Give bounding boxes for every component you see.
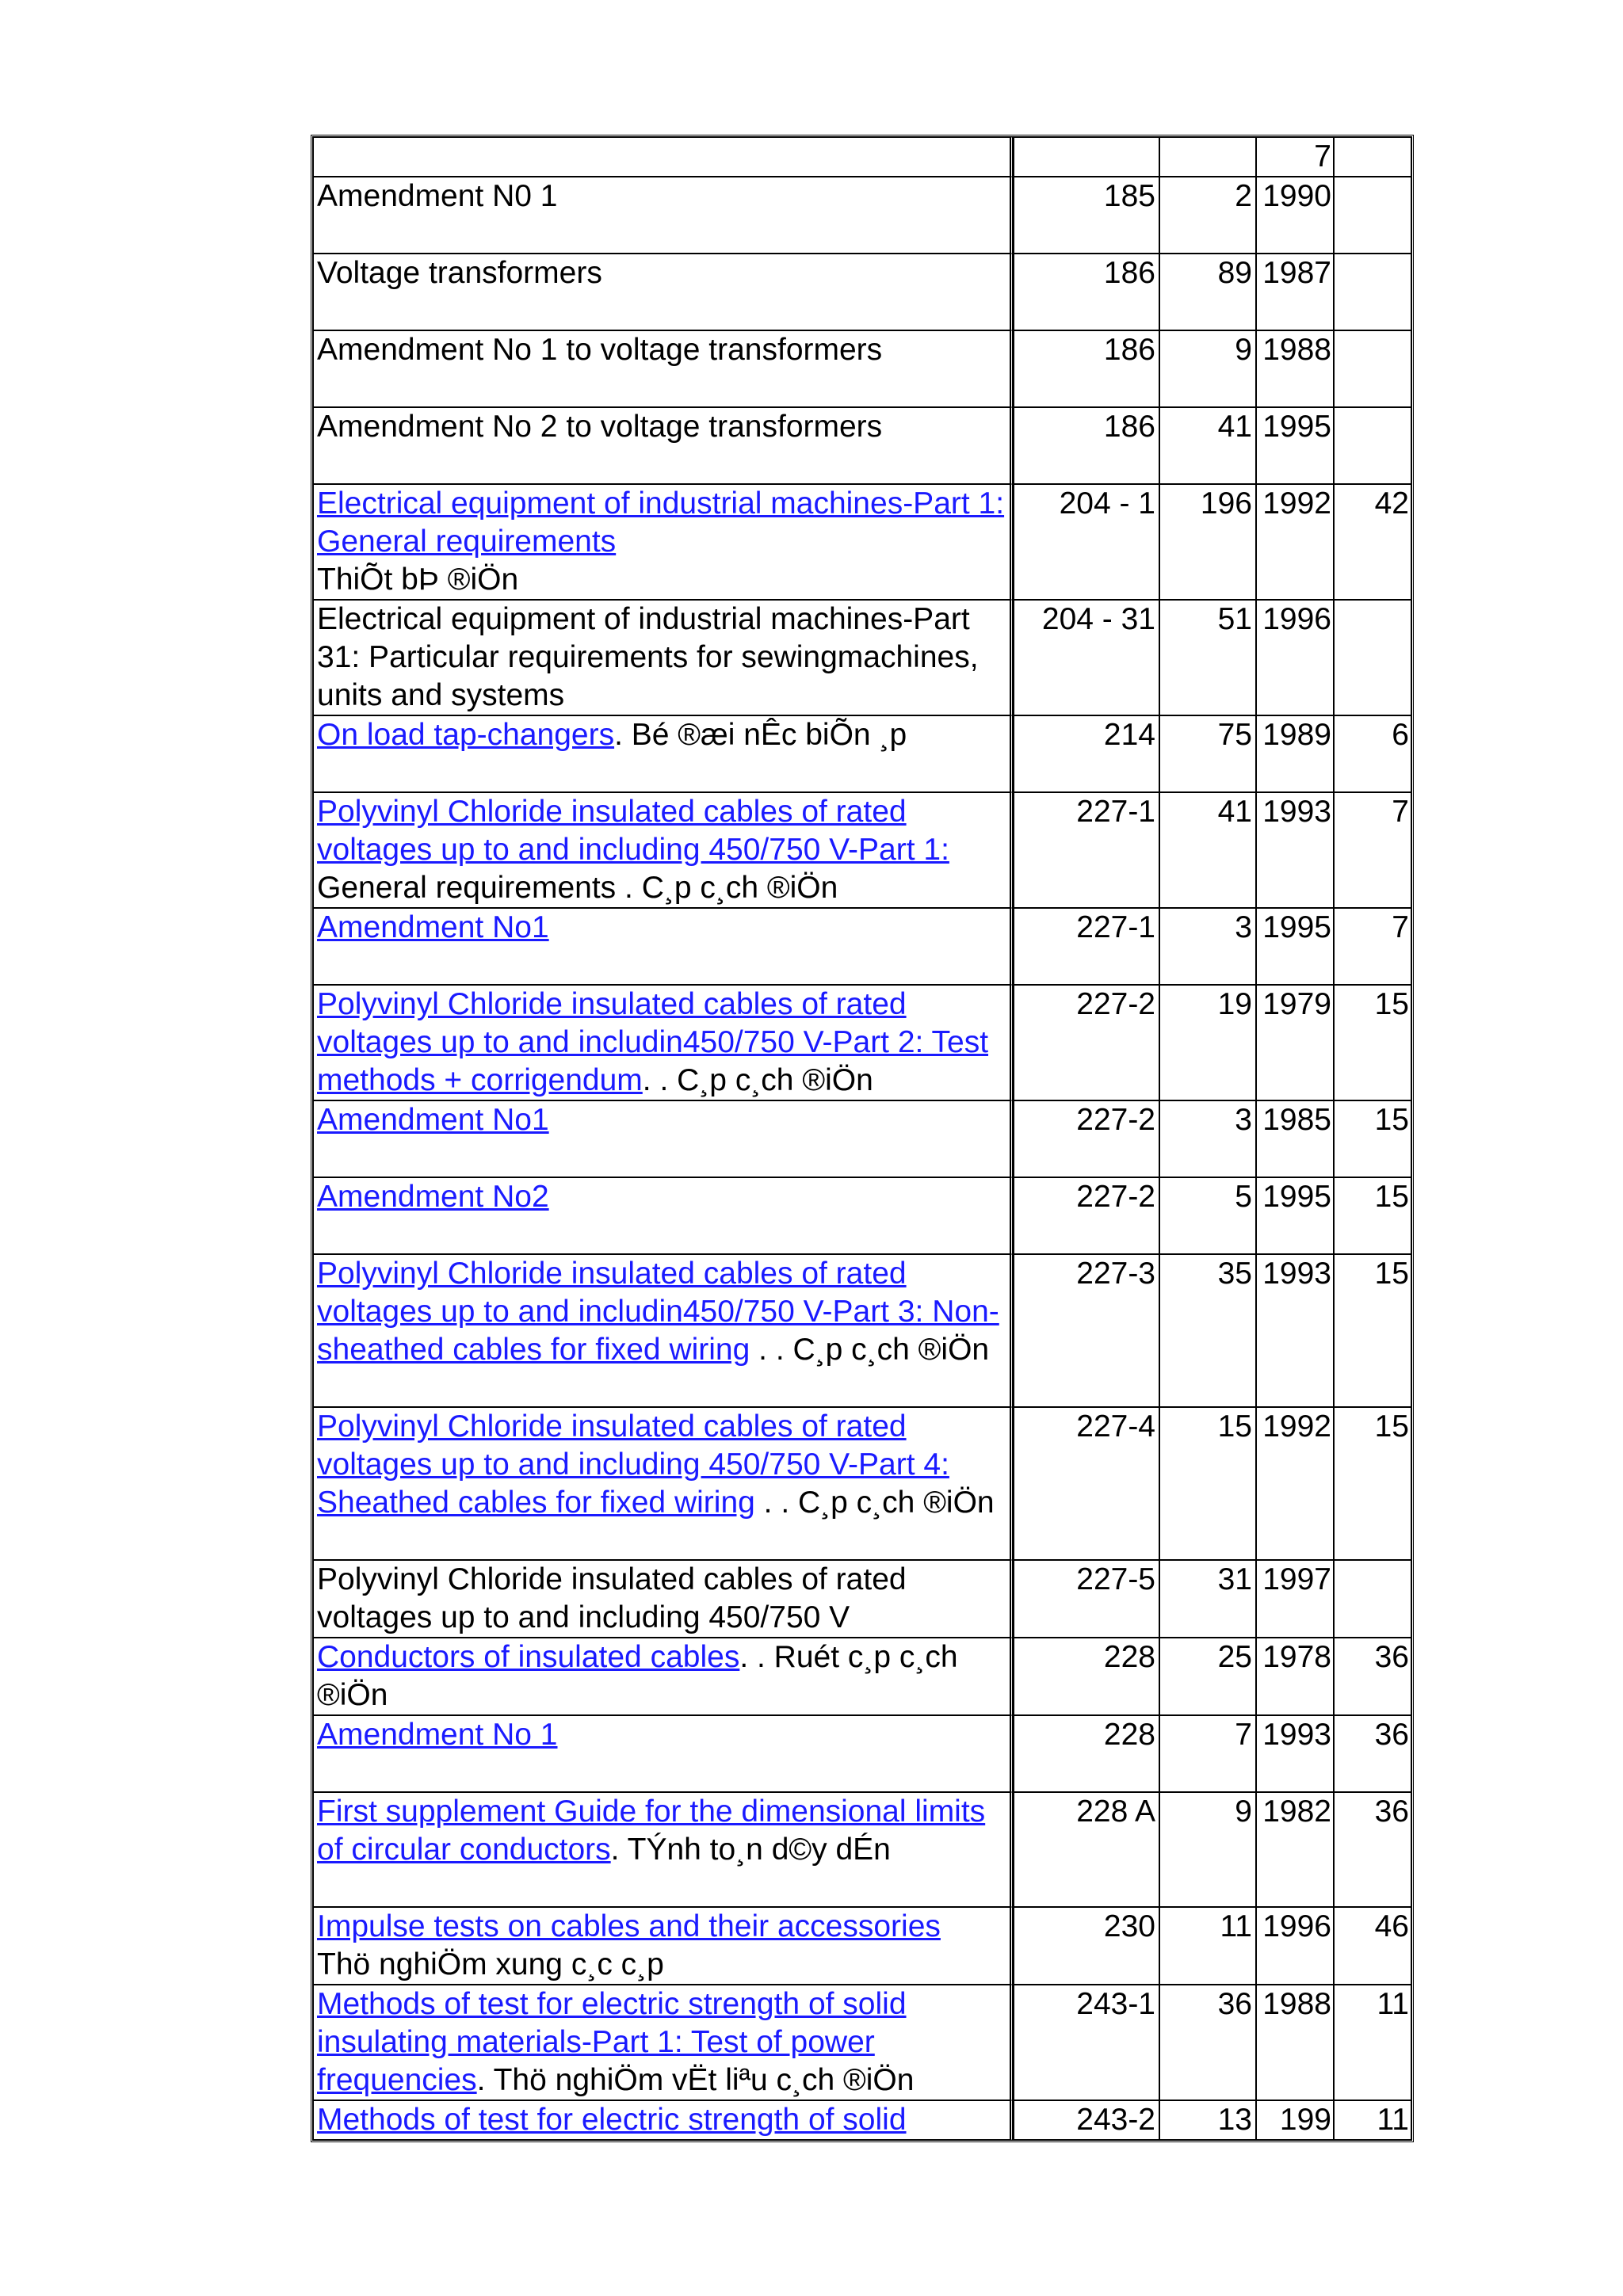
standard-number-cell: 227-2 [1014, 1177, 1159, 1254]
year-cell: 1989 [1256, 715, 1334, 792]
title-text: . Bé ®æi nÊc biÕn ¸p [614, 718, 907, 752]
standard-number-cell: 227-1 [1014, 908, 1159, 985]
pages-cell: 5 [1159, 1177, 1256, 1254]
standard-number-cell: 228 [1014, 1715, 1159, 1792]
standards-table-body [313, 137, 1411, 2140]
table-row [313, 792, 1411, 908]
table-row [313, 1177, 1411, 1254]
price-cell [1334, 1560, 1411, 1638]
pages-cell: 36 [1159, 1985, 1256, 2100]
year-cell: 1992 [1256, 1407, 1334, 1560]
pages-cell: 41 [1159, 407, 1256, 484]
year-cell: 1979 [1256, 985, 1334, 1100]
price-cell: 42 [1334, 484, 1411, 600]
table-row [313, 600, 1411, 715]
title-text: ThiÕt bÞ ®iÖn [317, 563, 519, 597]
standard-number-cell: 228 A [1014, 1792, 1159, 1907]
pages-cell: 3 [1159, 1100, 1256, 1177]
price-cell [1334, 177, 1411, 254]
price-cell: 11 [1334, 2100, 1411, 2140]
table-row [313, 254, 1411, 330]
price-cell [1334, 600, 1411, 715]
title-cell [313, 1177, 1014, 1254]
pages-cell: 75 [1159, 715, 1256, 792]
table-row [313, 1715, 1411, 1792]
standards-table [311, 135, 1414, 2142]
title-cell [313, 715, 1014, 792]
year-cell: 1996 [1256, 1907, 1334, 1985]
price-cell [1334, 137, 1411, 177]
title-cell [313, 330, 1014, 407]
price-cell: 15 [1334, 985, 1411, 1100]
table-row [313, 484, 1411, 600]
title-cell [313, 407, 1014, 484]
pages-cell: 196 [1159, 484, 1256, 600]
title-cell [313, 600, 1014, 715]
title-text: . . C¸p c¸ch ®iÖn [642, 1063, 873, 1097]
title-cell [313, 137, 1014, 177]
standard-number-cell: 186 [1014, 254, 1159, 330]
title-text: Thö nghiÖm xung c¸c c¸p [317, 1947, 664, 1981]
year-cell: 1987 [1256, 254, 1334, 330]
title-text: General requirements . C¸p c¸ch ®iÖn [317, 871, 838, 905]
table-row [313, 908, 1411, 985]
title-cell [313, 1715, 1014, 1792]
standard-title-link[interactable]: Electrical equipment of industrial machines-Part 1: General requirements [317, 486, 1005, 559]
pages-cell: 11 [1159, 1907, 1256, 1985]
table-row [313, 1792, 1411, 1907]
standard-title-link[interactable]: Amendment No 1 [317, 1718, 558, 1752]
pages-cell: 9 [1159, 330, 1256, 407]
price-cell: 7 [1334, 792, 1411, 908]
title-cell [313, 177, 1014, 254]
standard-number-cell: 228 [1014, 1638, 1159, 1715]
year-cell: 1990 [1256, 177, 1334, 254]
pages-cell: 25 [1159, 1638, 1256, 1715]
pages-cell: 3 [1159, 908, 1256, 985]
price-cell: 36 [1334, 1715, 1411, 1792]
title-text: Electrical equipment of industrial machines-Part 31: Particular requirements for sewingmachines, units and systems [317, 602, 979, 712]
standard-title-link[interactable]: Conductors of insulated cables [317, 1640, 740, 1674]
title-cell [313, 1100, 1014, 1177]
price-cell: 15 [1334, 1254, 1411, 1407]
standard-title-link[interactable]: Polyvinyl Chloride insulated cables of rated voltages up to and including 450/750 V-Part 4: Sheathed cables for fixed wiring [317, 1409, 949, 1520]
title-text: . . C¸p c¸ch ®iÖn [750, 1333, 990, 1367]
table-row [313, 1560, 1411, 1638]
price-cell: 15 [1334, 1100, 1411, 1177]
standard-number-cell: 227-2 [1014, 985, 1159, 1100]
standard-title-link[interactable]: Amendment No1 [317, 1103, 549, 1137]
standard-number-cell: 227-1 [1014, 792, 1159, 908]
pages-cell: 51 [1159, 600, 1256, 715]
standard-number-cell: 243-2 [1014, 2100, 1159, 2140]
standard-number-cell: 230 [1014, 1907, 1159, 1985]
title-text: Amendment No 1 to voltage transformers [317, 333, 883, 367]
table-row [313, 177, 1411, 254]
title-cell [313, 1407, 1014, 1560]
standard-title-link[interactable]: First supplement Guide for the dimensional limits of circular conductors [317, 1794, 986, 1867]
table-row [313, 985, 1411, 1100]
year-cell: 1985 [1256, 1100, 1334, 1177]
pages-cell: 13 [1159, 2100, 1256, 2140]
pages-cell: 15 [1159, 1407, 1256, 1560]
price-cell [1334, 254, 1411, 330]
pages-cell: 89 [1159, 254, 1256, 330]
year-cell: 1995 [1256, 1177, 1334, 1254]
title-text: Amendment N0 1 [317, 179, 558, 213]
year-cell: 1992 [1256, 484, 1334, 600]
standard-number-cell: 243-1 [1014, 1985, 1159, 2100]
title-cell [313, 2100, 1014, 2140]
pages-cell [1159, 137, 1256, 177]
year-cell: 1993 [1256, 792, 1334, 908]
standard-number-cell: 204 - 1 [1014, 484, 1159, 600]
pages-cell: 31 [1159, 1560, 1256, 1638]
title-text: . Thö nghiÖm vËt liªu c¸ch ®iÖn [476, 2063, 915, 2097]
standard-number-cell: 186 [1014, 407, 1159, 484]
price-cell: 46 [1334, 1907, 1411, 1985]
title-cell [313, 484, 1014, 600]
standard-number-cell: 227-3 [1014, 1254, 1159, 1407]
standard-title-link[interactable]: On load tap-changers [317, 718, 615, 752]
price-cell: 36 [1334, 1792, 1411, 1907]
year-cell: 1988 [1256, 330, 1334, 407]
table-row [313, 330, 1411, 407]
year-cell: 1995 [1256, 407, 1334, 484]
table-row [313, 1100, 1411, 1177]
pages-cell: 2 [1159, 177, 1256, 254]
year-cell: 1995 [1256, 908, 1334, 985]
standard-number-cell: 227-4 [1014, 1407, 1159, 1560]
pages-cell: 9 [1159, 1792, 1256, 1907]
standard-title-link[interactable]: Polyvinyl Chloride insulated cables of rated voltages up to and including 450/750 V-Part 1: [317, 795, 949, 867]
year-cell: 1993 [1256, 1254, 1334, 1407]
table-row [313, 2100, 1411, 2140]
year-cell: 1988 [1256, 1985, 1334, 2100]
year-cell: 7 [1256, 137, 1334, 177]
year-cell: 199 [1256, 2100, 1334, 2140]
standard-title-link[interactable]: Polyvinyl Chloride insulated cables of rated voltages up to and includin450/750 V-Part 2: Test methods + corrigendum [317, 987, 989, 1097]
title-cell [313, 1985, 1014, 2100]
title-cell [313, 908, 1014, 985]
year-cell: 1996 [1256, 600, 1334, 715]
title-text: . . Ruét c¸p c¸ch ®iÖn [317, 1640, 958, 1712]
price-cell [1334, 330, 1411, 407]
table-row [313, 1907, 1411, 1985]
pages-cell: 19 [1159, 985, 1256, 1100]
pages-cell: 7 [1159, 1715, 1256, 1792]
standard-number-cell: 204 - 31 [1014, 600, 1159, 715]
standard-number-cell: 186 [1014, 330, 1159, 407]
year-cell: 1982 [1256, 1792, 1334, 1907]
standard-title-link[interactable]: Amendment No1 [317, 910, 549, 944]
standard-title-link[interactable]: Amendment No2 [317, 1180, 549, 1214]
title-cell [313, 1638, 1014, 1715]
table-row [313, 1407, 1411, 1560]
standard-title-link[interactable]: Methods of test for electric strength of solid insulating materials-Part 1: Test of power frequencies [317, 1987, 907, 2097]
standard-number-cell: 185 [1014, 177, 1159, 254]
title-text: Voltage transformers [317, 256, 602, 290]
title-text: Polyvinyl Chloride insulated cables of rated voltages up to and including 450/750 V [317, 1562, 907, 1634]
table-row [313, 1985, 1411, 2100]
price-cell [1334, 407, 1411, 484]
standard-number-cell: 227-2 [1014, 1100, 1159, 1177]
table-row [313, 1254, 1411, 1407]
pages-cell: 41 [1159, 792, 1256, 908]
pages-cell: 35 [1159, 1254, 1256, 1407]
year-cell: 1997 [1256, 1560, 1334, 1638]
title-cell [313, 1254, 1014, 1407]
table-row [313, 715, 1411, 792]
price-cell: 7 [1334, 908, 1411, 985]
standard-title-link[interactable]: Methods of test for electric strength of solid [317, 2103, 907, 2137]
title-cell [313, 792, 1014, 908]
table-row [313, 1638, 1411, 1715]
title-cell [313, 1560, 1014, 1638]
title-text: . TÝnh to¸n d©y dÉn [610, 1833, 891, 1867]
standard-title-link[interactable]: Polyvinyl Chloride insulated cables of rated voltages up to and includin450/750 V-Part 3: Non-sheathed cables for fixed wiring [317, 1257, 999, 1367]
year-cell: 1993 [1256, 1715, 1334, 1792]
table-row [313, 137, 1411, 177]
standard-number-cell: 214 [1014, 715, 1159, 792]
standard-title-link[interactable]: Impulse tests on cables and their accessories [317, 1909, 941, 1943]
price-cell: 6 [1334, 715, 1411, 792]
price-cell: 36 [1334, 1638, 1411, 1715]
table-row [313, 407, 1411, 484]
title-text: . . C¸p c¸ch ®iÖn [754, 1486, 995, 1520]
title-cell [313, 1792, 1014, 1907]
title-cell [313, 254, 1014, 330]
title-cell [313, 985, 1014, 1100]
title-text: Amendment No 2 to voltage transformers [317, 410, 883, 444]
standard-number-cell [1014, 137, 1159, 177]
price-cell: 15 [1334, 1177, 1411, 1254]
year-cell: 1978 [1256, 1638, 1334, 1715]
standard-number-cell: 227-5 [1014, 1560, 1159, 1638]
price-cell: 15 [1334, 1407, 1411, 1560]
title-cell [313, 1907, 1014, 1985]
price-cell: 11 [1334, 1985, 1411, 2100]
